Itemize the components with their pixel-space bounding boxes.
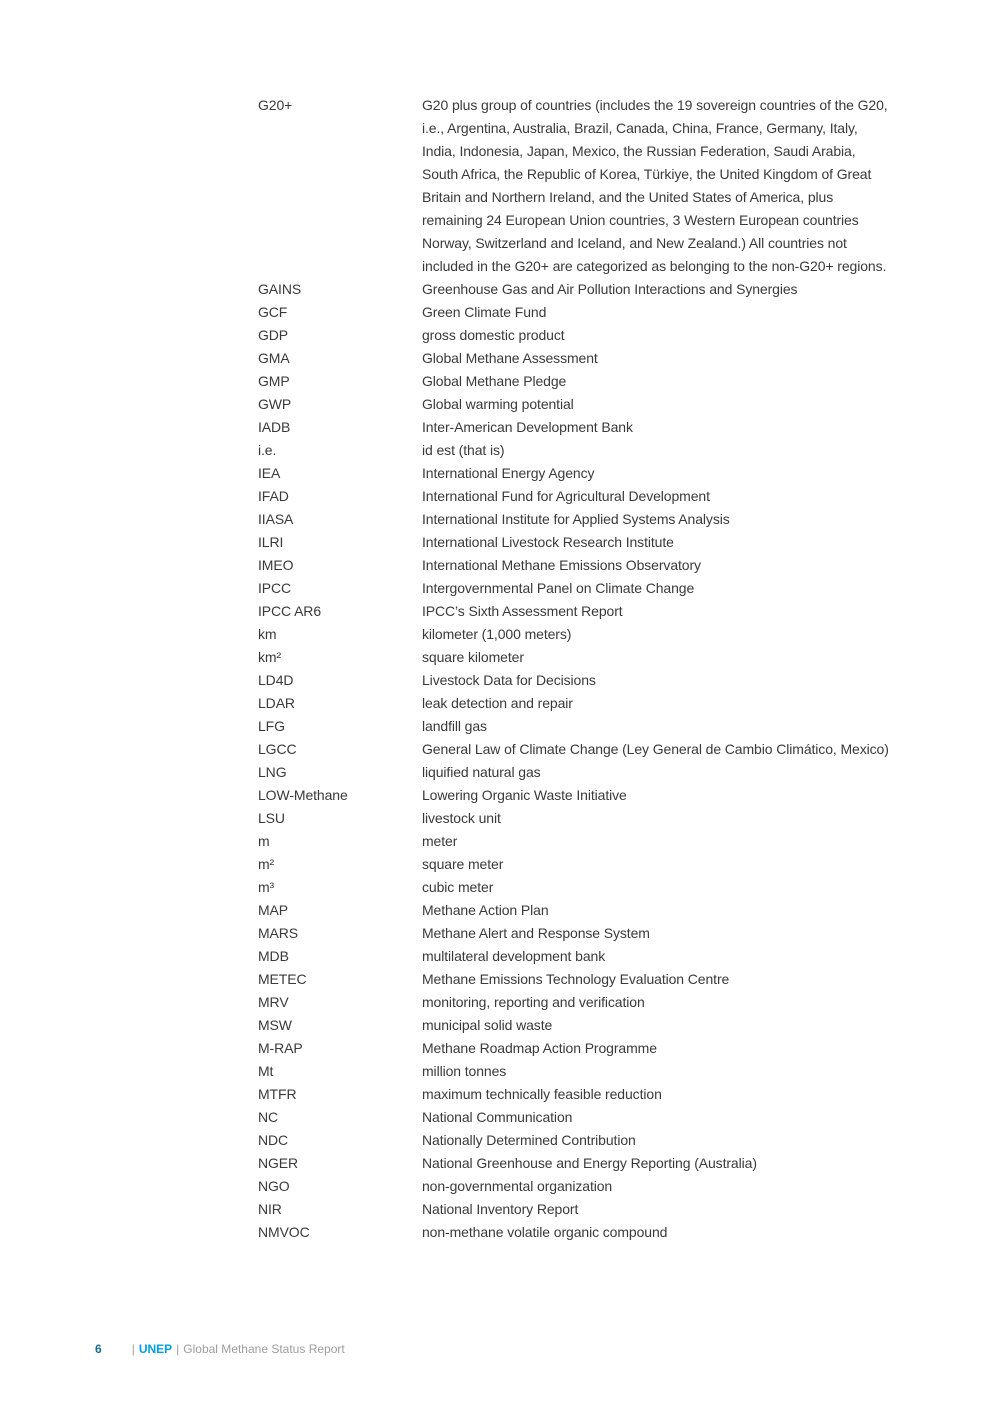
glossary-row	[258, 416, 892, 439]
glossary-term: MAP	[258, 902, 289, 918]
glossary-term: M-RAP	[258, 1040, 303, 1056]
glossary-row	[258, 899, 892, 922]
glossary-term: m	[258, 833, 270, 849]
glossary-definition: International Livestock Research Institute	[422, 534, 674, 550]
glossary-term: MRV	[258, 994, 289, 1010]
page-footer	[95, 1341, 345, 1357]
glossary-definition: cubic meter	[422, 879, 494, 895]
glossary-term: IPCC AR6	[258, 603, 321, 619]
glossary-term: MTFR	[258, 1086, 297, 1102]
report-title: Global Methane Status Report	[183, 1342, 345, 1356]
glossary-term: NGER	[258, 1155, 299, 1171]
glossary-definition: International Energy Agency	[422, 465, 595, 481]
glossary-definition: landfill gas	[422, 718, 487, 734]
glossary-row	[258, 462, 892, 485]
glossary-row	[258, 370, 892, 393]
glossary-row	[258, 1037, 892, 1060]
glossary-term: GAINS	[258, 281, 302, 297]
glossary-definition: Intergovernmental Panel on Climate Change	[422, 580, 695, 596]
glossary-definition: IPCC’s Sixth Assessment Report	[422, 603, 623, 619]
glossary-term: GDP	[258, 327, 289, 343]
glossary-row	[258, 577, 892, 600]
glossary-definition: National Inventory Report	[422, 1201, 579, 1217]
glossary-row	[258, 807, 892, 830]
glossary-term: LD4D	[258, 672, 294, 688]
glossary-definition: Inter-American Development Bank	[422, 419, 633, 435]
glossary-term: NIR	[258, 1201, 282, 1217]
unep-brand: UNEP	[138, 1342, 173, 1356]
page-number: 6	[95, 1342, 102, 1356]
glossary-row	[258, 94, 892, 278]
glossary-definition: National Greenhouse and Energy Reporting (Australia)	[422, 1155, 757, 1171]
glossary-row	[258, 600, 892, 623]
glossary-row	[258, 1060, 892, 1083]
glossary-definition: Methane Action Plan	[422, 902, 549, 918]
glossary-definition: id est (that is)	[422, 442, 505, 458]
glossary-term: LDAR	[258, 695, 295, 711]
glossary-term: LOW-Methane	[258, 787, 348, 803]
glossary-definition: International Institute for Applied Systems Analysis	[422, 511, 730, 527]
glossary-term: MDB	[258, 948, 289, 964]
glossary-definition: Green Climate Fund	[422, 304, 547, 320]
glossary-term: MSW	[258, 1017, 292, 1033]
glossary-row	[258, 922, 892, 945]
glossary-definition: liquified natural gas	[422, 764, 541, 780]
glossary-definition: G20 plus group of countries (includes the 19 sovereign countries of the G20, i.e., Argentina, Australia, Brazil, Canada, China, France, Germany, Italy, India, Indonesia, Japan, Mexico, the Russian Federation, Saudi Arabia, South Africa, the Republic of Korea, Türkiye, the United Kingdom of Great Britain and Northern Ireland, and the United States of America, plus remaining 24 European Union countries, 3 Western European countries Norway, Switzerland and Iceland, and New Zealand.) All countries not included in the G20+ are categorized as belonging to the non-G20+ regions.	[422, 97, 888, 274]
glossary-definition: multilateral development bank	[422, 948, 606, 964]
footer-separator: |	[176, 1342, 180, 1356]
glossary-row	[258, 554, 892, 577]
glossary-definition: Nationally Determined Contribution	[422, 1132, 636, 1148]
glossary-row	[258, 830, 892, 853]
glossary-row	[258, 531, 892, 554]
glossary-term: IADB	[258, 419, 291, 435]
glossary-definition: meter	[422, 833, 458, 849]
glossary-term: IEA	[258, 465, 281, 481]
glossary-row	[258, 692, 892, 715]
glossary-definition: Greenhouse Gas and Air Pollution Interactions and Synergies	[422, 281, 798, 297]
footer-meta	[132, 1341, 345, 1357]
glossary-row	[258, 1198, 892, 1221]
glossary-row	[258, 1175, 892, 1198]
glossary-row	[258, 669, 892, 692]
glossary-definition: non-governmental organization	[422, 1178, 613, 1194]
glossary-row	[258, 968, 892, 991]
glossary-definition: square kilometer	[422, 649, 524, 665]
glossary-term: km	[258, 626, 277, 642]
glossary-term: GCF	[258, 304, 288, 320]
glossary-definition: monitoring, reporting and verification	[422, 994, 645, 1010]
glossary-term: m³	[258, 879, 275, 895]
glossary-term: GWP	[258, 396, 292, 412]
glossary-term: LNG	[258, 764, 287, 780]
glossary-definition: Livestock Data for Decisions	[422, 672, 596, 688]
glossary-term: LSU	[258, 810, 285, 826]
glossary-row	[258, 646, 892, 669]
glossary-term: Mt	[258, 1063, 274, 1079]
glossary-row	[258, 1106, 892, 1129]
glossary-row	[258, 991, 892, 1014]
glossary-term: IFAD	[258, 488, 289, 504]
glossary-row	[258, 853, 892, 876]
glossary-row	[258, 485, 892, 508]
glossary-row	[258, 945, 892, 968]
glossary-definition: Lowering Organic Waste Initiative	[422, 787, 627, 803]
glossary-row	[258, 508, 892, 531]
glossary-term: IPCC	[258, 580, 292, 596]
glossary-row	[258, 623, 892, 646]
glossary-row	[258, 876, 892, 899]
glossary-definition: Methane Emissions Technology Evaluation Centre	[422, 971, 730, 987]
glossary-definition: non-methane volatile organic compound	[422, 1224, 668, 1240]
glossary-term: MARS	[258, 925, 299, 941]
glossary-row	[258, 738, 892, 761]
glossary-row	[258, 347, 892, 370]
glossary-term: ILRI	[258, 534, 284, 550]
glossary-term: km²	[258, 649, 282, 665]
glossary-term: NMVOC	[258, 1224, 310, 1240]
glossary-row	[258, 324, 892, 347]
glossary-row	[258, 439, 892, 462]
glossary-term: GMP	[258, 373, 290, 389]
glossary-definition: International Methane Emissions Observatory	[422, 557, 701, 573]
glossary-definition: kilometer (1,000 meters)	[422, 626, 572, 642]
glossary-definition: livestock unit	[422, 810, 501, 826]
glossary-definition: leak detection and repair	[422, 695, 573, 711]
glossary-definition: square meter	[422, 856, 504, 872]
glossary-definition: National Communication	[422, 1109, 573, 1125]
glossary-term: LFG	[258, 718, 285, 734]
glossary-term: NGO	[258, 1178, 290, 1194]
glossary-definition: maximum technically feasible reduction	[422, 1086, 662, 1102]
glossary-definition: Global Methane Assessment	[422, 350, 598, 366]
glossary-term: IMEO	[258, 557, 294, 573]
glossary-term: i.e.	[258, 442, 277, 458]
glossary-row	[258, 1083, 892, 1106]
glossary-term: METEC	[258, 971, 307, 987]
glossary-definition: Global warming potential	[422, 396, 574, 412]
glossary-definition: million tonnes	[422, 1063, 507, 1079]
glossary-term: IIASA	[258, 511, 294, 527]
glossary-definition: International Fund for Agricultural Development	[422, 488, 710, 504]
glossary-row	[258, 1221, 892, 1244]
glossary-term: NC	[258, 1109, 279, 1125]
glossary-row	[258, 393, 892, 416]
glossary-row	[258, 761, 892, 784]
glossary-row	[258, 301, 892, 324]
glossary-list	[258, 94, 892, 1244]
glossary-definition: General Law of Climate Change (Ley General de Cambio Climático, Mexico)	[422, 741, 889, 757]
glossary-term: G20+	[258, 97, 293, 113]
glossary-row	[258, 1129, 892, 1152]
glossary-term: LGCC	[258, 741, 297, 757]
glossary-row	[258, 1152, 892, 1175]
glossary-term: m²	[258, 856, 275, 872]
glossary-definition: gross domestic product	[422, 327, 565, 343]
footer-separator: |	[131, 1342, 135, 1356]
glossary-row	[258, 278, 892, 301]
glossary-row	[258, 1014, 892, 1037]
glossary-term: GMA	[258, 350, 290, 366]
glossary-definition: municipal solid waste	[422, 1017, 553, 1033]
glossary-row	[258, 715, 892, 738]
glossary-definition: Methane Roadmap Action Programme	[422, 1040, 657, 1056]
glossary-definition: Global Methane Pledge	[422, 373, 567, 389]
glossary-term: NDC	[258, 1132, 289, 1148]
glossary-definition: Methane Alert and Response System	[422, 925, 650, 941]
glossary-row	[258, 784, 892, 807]
